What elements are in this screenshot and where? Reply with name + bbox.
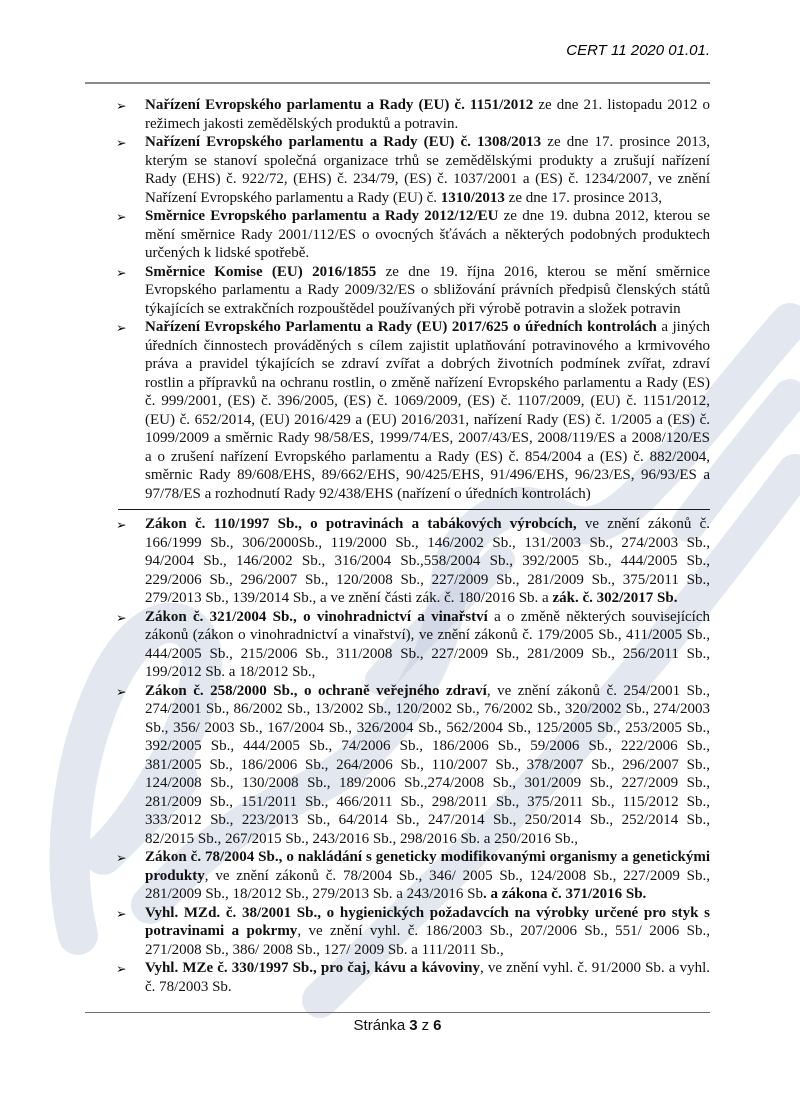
regulation-text: ve znění zákonů č. 166/1999 Sb., 306/2000Sb., 119/2000 Sb., 146/2002 Sb., 131/2003 Sb., 274/2003 Sb., 94/2004 Sb., 146/2002 Sb., 316/2004 Sb.,558/2004 Sb., 392/2005 Sb., 444/2005 Sb., 229/2006 Sb., 296/2007 Sb., 120/2008 Sb., 227/2009 Sb., 281/2009 Sb., 375/2011 Sb., 279/2013 Sb., 139/2014 Sb., a ve znění části zák. č. 180/2016 Sb. a xyxy=(145,516,710,606)
regulation-text: a o změně některých souvisejících zákonů (zákon o vinohradnictví a vinařství), ve znění zákonů č. 179/2005 Sb., 411/2005 Sb., 444/2005 Sb., 215/2006 Sb., 311/2008 Sb., 227/2009 Sb., 281/2009 Sb., 256/2011 Sb., 199/2012 Sb. a 18/2012 Sb., xyxy=(145,608,710,680)
regulation-title: Nařízení Evropského Parlamentu a Rady (EU) 2017/625 o úředních kontrolách xyxy=(145,319,657,335)
list-item xyxy=(85,515,710,608)
footer-rule xyxy=(85,1012,710,1013)
regulation-title: Nařízení Evropského parlamentu a Rady (EU) č. 1308/2013 xyxy=(145,134,542,150)
regulation-text: ze dne 17. prosince 2013, kterým se stanoví společná organizace trhů se zemědělskými produkty a zrušují nařízení Rady (EHS) č. 922/72, (EHS) č. 234/79, (ES) č. 1037/2001 a (ES) č. 1234/2007, ve znění Nařízení Evropského parlamentu a Rady (EU) č. xyxy=(145,134,710,206)
arrow-bullet-icon: ➢ xyxy=(116,264,127,280)
header-rule xyxy=(85,82,710,84)
regulation-list-eu xyxy=(85,96,710,503)
list-item xyxy=(85,318,710,503)
regulation-text: ze dne 17. prosince 2013, xyxy=(504,189,662,206)
regulation-title: Zákon č. 110/1997 Sb., o potravinách a tabákových výrobcích, xyxy=(145,516,577,532)
arrow-bullet-icon: ➢ xyxy=(116,961,127,976)
list-item xyxy=(85,848,710,904)
arrow-bullet-icon: ➢ xyxy=(116,609,127,625)
regulation-title: Směrnice Evropského parlamentu a Rady 2012/12/EU xyxy=(145,208,499,224)
regulation-title: Vyhl. MZd. č. 38/2001 Sb., o hygienických požadavcích na výrobky určené pro styk s potravinami a pokrmy xyxy=(145,904,710,939)
regulation-title: Směrnice Komise (EU) 2016/1855 xyxy=(145,263,377,280)
regulation-title: zák. č. 302/2017 Sb. xyxy=(552,590,678,606)
arrow-bullet-icon: ➢ xyxy=(116,320,127,335)
regulation-title: Zákon č. 321/2004 Sb., o vinohradnictví a vinařství xyxy=(145,608,488,625)
page-number-text xyxy=(85,1017,710,1034)
regulation-text: , ve znění zákonů č. 254/2001 Sb., 274/2001 Sb., 86/2002 Sb., 13/2002 Sb., 120/2002 Sb., 76/2002 Sb., 320/2002 Sb., 274/2003 Sb., 356/ 2003 Sb., 167/2004 Sb., 326/2004 Sb., 562/2004 Sb., 125/2005 Sb., 253/2005 Sb., 392/2005 Sb., 444/2005 Sb., 74/2006 Sb., 186/2006 Sb., 59/2006 Sb., 222/2006 Sb., 381/2005 Sb., 186/2006 Sb., 264/2006 Sb., 110/2007 Sb., 378/2007 Sb., 296/2007 Sb., 124/2008 Sb., 130/2008 Sb., 189/2006 Sb.,274/2008 Sb., 301/2009 Sb., 227/2009 Sb., 281/2009 Sb., 151/2011 Sb., 466/2011 Sb., 298/2011 Sb., 375/2011 Sb., 115/2012 Sb., 333/2012 Sb., 223/2013 Sb., 64/2014 Sb., 247/2014 Sb., 250/2014 Sb., 252/2014 Sb., 82/2015 Sb., 267/2015 Sb., 243/2016 Sb., 298/2016 Sb. a 250/2016 Sb., xyxy=(145,682,710,847)
regulation-text: ze dne 21. listopadu 2012 o režimech jakosti zemědělských produktů a potravin. xyxy=(145,97,710,132)
footer-separator-word: z xyxy=(421,1017,430,1034)
footer-total-pages: 6 xyxy=(433,1017,442,1034)
arrow-bullet-icon: ➢ xyxy=(116,905,127,921)
regulation-text: ze dne 19. října 2016, kterou se mění směrnice Evropského parlamentu a Rady 2009/32/ES o sbližování právních předpisů členských států týkajících se extrakčních rozpouštědel používaných při výrobě potravin a složek potravin xyxy=(145,263,710,317)
regulation-title: Zákon č. 258/2000 Sb., o ochraně veřejného zdraví xyxy=(145,682,487,699)
arrow-bullet-icon: ➢ xyxy=(116,135,127,150)
content-area xyxy=(85,0,710,996)
list-item xyxy=(85,608,710,682)
arrow-bullet-icon: ➢ xyxy=(116,850,127,865)
document-code: CERT 11 2020 01.01. xyxy=(566,42,710,59)
list-item xyxy=(85,133,710,207)
regulation-text: a jiných úředních činnostech prováděných s cílem zajistit uplatňování potravinového a krmivového práva a pravidel týkajících se zdraví zvířat a dobrých životních podmínek zvířat, zdraví rostlin a přípravků na ochranu rostlin, o změně nařízení Evropského parlamentu a Rady (ES) č. 999/2001, (ES) č. 396/2005, (ES) č. 1069/2009, (ES) č. 1107/2009, (EU) č. 1151/2012, (EU) č. 652/2014, (EU) 2016/429 a (EU) 2016/2031, nařízení Rady (ES) č. 1/2005 a (ES) č. 1099/2009 a směrnic Rady 98/58/ES, 1999/74/ES, 2007/43/ES, 2008/119/ES a 2008/120/ES a o zrušení nařízení Evropského parlamentu a Rady (ES) č. 854/2004 a (ES) č. 882/2004, směrnic Rady 89/608/EHS, 89/662/EHS, 90/425/EHS, 91/496/EHS, 96/23/ES, 96/93/ES a 97/78/ES a rozhodnutí Rady 92/438/EHS (nařízení o úředních kontrolách) xyxy=(145,319,710,502)
list-item xyxy=(85,904,710,960)
regulation-text: , ve znění vyhl. č. 186/2003 Sb., 207/2006 Sb., 551/ 2006 Sb., 271/2008 Sb., 386/ 2008 Sb., 127/ 2009 Sb. a 111/2011 Sb., xyxy=(145,923,710,958)
regulation-text: , ve znění zákonů č. 78/2004 Sb., 346/ 2005 Sb., 124/2008 Sb., 227/2009 Sb., 281/2009 Sb., 18/2012 Sb., 279/2013 Sb. a 243/2016 Sb xyxy=(145,867,710,902)
list-item xyxy=(85,207,710,263)
list-item xyxy=(85,96,710,133)
section-separator xyxy=(118,509,710,510)
list-item xyxy=(85,682,710,849)
regulation-title: 1310/2013 xyxy=(440,189,505,206)
footer-page-number: 3 xyxy=(409,1017,418,1034)
regulation-title: Zákon č. 78/2004 Sb., o nakládání s geneticky modifikovanými organismy a genetickými produkty xyxy=(145,849,710,884)
regulation-title: Vyhl. MZe č. 330/1997 Sb., pro čaj, kávu a kávoviny xyxy=(145,960,481,976)
arrow-bullet-icon: ➢ xyxy=(116,209,127,224)
list-item xyxy=(85,959,710,996)
arrow-bullet-icon: ➢ xyxy=(116,517,127,532)
page-footer xyxy=(85,1012,710,1034)
arrow-bullet-icon: ➢ xyxy=(116,683,127,699)
regulation-title: . a zákona č. 371/2016 Sb. xyxy=(482,886,647,902)
regulation-text: ze dne 19. dubna 2012, kterou se mění směrnice Rady 2001/112/ES o ovocných šťávách a některých podobných produktech určených k lidské spotřebě. xyxy=(145,208,710,261)
list-item xyxy=(85,263,710,319)
regulation-title: Nařízení Evropského parlamentu a Rady (EU) č. 1151/2012 xyxy=(145,97,534,113)
regulation-list-national xyxy=(85,515,710,996)
arrow-bullet-icon: ➢ xyxy=(116,98,127,113)
regulation-text: , ve znění vyhl. č. 91/2000 Sb. a vyhl. č. 78/2003 Sb. xyxy=(145,960,710,995)
footer-prefix: Stránka xyxy=(353,1017,406,1034)
